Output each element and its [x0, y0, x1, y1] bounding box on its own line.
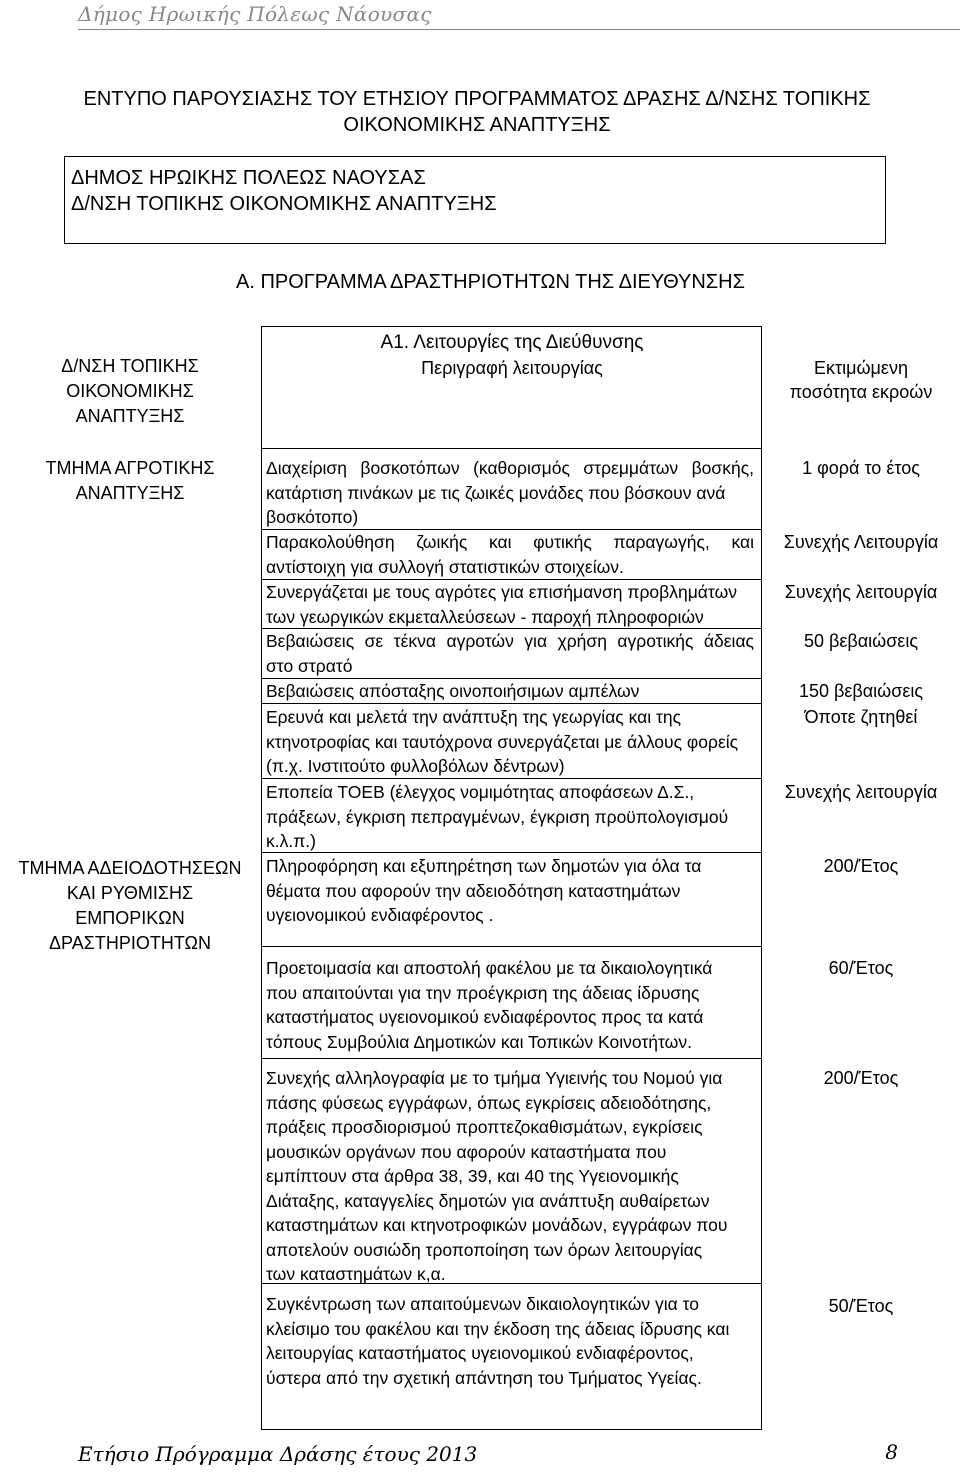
document-title: [66, 86, 888, 138]
output-heading-line-2: ποσότητα εκροών: [789, 382, 933, 402]
document-title-line-1: ΕΝΤΥΠΟ ΠΑΡΟΥΣΙΑΣΗΣ ΤΟΥ ΕΤΗΣΙΟΥ ΠΡΟΓΡΑΜΜΑΤΟΣ ΔΡΑΣΗΣ Δ/ΝΣΗΣ ΤΟΠΙΚΗΣ: [83, 88, 871, 110]
directorate-name: Δ/ΝΣΗ ΤΟΠΙΚΗΣ ΟΙΚΟΝΟΜΙΚΗΣ ΑΝΑΠΤΥΞΗΣ: [71, 193, 497, 215]
row-11-line-2: κλείσιμο του φακέλου και την έκδοση της άδειας ίδρυσης και: [266, 1318, 730, 1339]
left-column-header: [0, 354, 260, 429]
row-9-line-2: που απαιτούνται για την προέγκριση της άδειας ίδρυσης: [266, 982, 700, 1003]
row-separator: [261, 1058, 762, 1059]
output-row-5: 150 βεβαιώσεις: [798, 681, 924, 701]
output-row-11: 50/Έτος: [828, 1296, 894, 1316]
left-header-line-3: ΑΝΑΠΤΥΞΗΣ: [75, 406, 185, 426]
activity-row-2: [266, 530, 754, 579]
row-11-line-4: ύστερα από την σχετική απάντηση του Τμήματος Υγείας.: [266, 1367, 702, 1388]
activity-row-7: [266, 780, 754, 854]
department-agricultural: [0, 456, 260, 506]
row-2-line-2: αντίστοιχη για συλλογή στατιστικών στοιχείων.: [266, 556, 624, 577]
row-4-line-1: Βεβαιώσεις σε τέκνα αγροτών για χρήση αγροτικής άδειας: [266, 631, 754, 651]
row-5-line-1: Βεβαιώσεις απόσταξης οινοποιήσιμων αμπέλων: [266, 681, 640, 701]
activity-row-4: [266, 629, 754, 678]
row-11-line-1: Συγκέντρωση των απαιτούμενων δικαιολογητικών για το: [266, 1294, 700, 1314]
row-3-line-1: Συνεργάζεται με τους αγρότες για επισήμανση προβλημάτων: [266, 582, 737, 602]
activity-row-10: [266, 1066, 754, 1287]
row-11-line-3: λειτουργίας καταστήματος υγειονομικού ενδιαφέροντος,: [266, 1343, 694, 1363]
document-title-line-2: ΟΙΚΟΝΟΜΙΚΗΣ ΑΝΑΠΤΥΞΗΣ: [343, 114, 611, 136]
department-licensing: [0, 856, 260, 956]
table-divider-left: [261, 326, 262, 1430]
row-10-line-1: Συνεχής αλληλογραφία με το τμήμα Υγιεινής του Νομού για: [266, 1068, 723, 1088]
row-7-line-2: πράξεων, έγκριση πεπραγμένων, έγκριση προϋπολογισμού: [266, 806, 729, 827]
description-heading: Περιγραφή λειτουργίας: [421, 358, 603, 378]
section-heading: Α. ΠΡΟΓΡΑΜΜΑ ΔΡΑΣΤΗΡΙΟΤΗΤΩΝ ΤΗΣ ΔΙΕΥΘΥΝΣΗΣ: [236, 271, 745, 293]
row-8-line-1: Πληροφόρηση και εξυπηρέτηση των δημοτών για όλα τα: [266, 856, 702, 876]
table-top-border: [261, 326, 762, 327]
row-10-line-9: των καταστημάτων κ,α.: [266, 1264, 446, 1284]
row-7-line-1: Εποπεία ΤΟΕΒ (έλεγχος νομιμότητας αποφάσεων Δ.Σ.,: [266, 782, 695, 802]
output-row-4: 50 βεβαιώσεις: [803, 631, 919, 651]
row-1-line-1: Διαχείριση βοσκοτόπων (καθορισμός στρεμμάτων βοσκής,: [266, 458, 754, 478]
page-header-title: Δήμος Ηρωικής Πόλεως Νάουσας: [78, 2, 432, 26]
left-header-line-2: ΟΙΚΟΝΟΜΙΚΗΣ: [66, 381, 194, 401]
row-7-line-3: κ.λ.π.): [266, 831, 316, 851]
row-10-line-4: μουσικών οργάνων που αφορούν καταστήματα που: [266, 1141, 667, 1162]
left-header-line-1: Δ/ΝΣΗ ΤΟΠΙΚΗΣ: [61, 356, 199, 376]
row-10-line-3: πράξεις προσδιορισμού προπτεζοκαθισμάτων, εγκρίσεις: [266, 1117, 703, 1137]
department-licensing-line-2: ΚΑΙ ΡΥΘΜΙΣΗΣ: [66, 883, 194, 903]
row-3-line-2: των γεωργικών εκμεταλλεύσεων - παροχή πληροφοριών: [266, 606, 704, 627]
row-10-line-2: πάσης φύσεως εγγράφων, όπως εγκρίσεις αδειοδότησης,: [266, 1092, 712, 1113]
activity-row-6: [266, 705, 754, 779]
row-6-line-2: κτηνοτροφίας και ταυτόχρονα συνεργάζεται με άλλους φορείς: [266, 731, 739, 752]
footer-text: Ετήσιο Πρόγραμμα Δράσης έτους 2013: [78, 1442, 478, 1466]
department-licensing-line-4: ΔΡΑΣΤΗΡΙΟΤΗΤΩΝ: [49, 933, 211, 953]
output-row-1: 1 φορά το έτος: [802, 458, 920, 478]
row-10-line-5: εμπίπτουν στα άρθρα 38, 39, και 40 της Υγειονομικής: [266, 1166, 679, 1186]
row-separator: [261, 448, 762, 449]
department-agricultural-line-1: ΤΜΗΜΑ ΑΓΡΟΤΙΚΗΣ: [45, 458, 215, 478]
functions-heading: Α1. Λειτουργίες της Διεύθυνσης: [380, 332, 644, 353]
department-agricultural-line-2: ΑΝΑΠΤΥΞΗΣ: [75, 483, 185, 503]
output-heading-line-1: Εκτιμώμενη: [814, 358, 908, 378]
page-number: 8: [885, 1440, 898, 1464]
row-1-line-3: βοσκότοπο): [266, 507, 359, 527]
output-row-6: Όποτε ζητηθεί: [804, 707, 918, 727]
row-separator: [261, 946, 762, 947]
row-10-line-7: καταστημάτων και κτηνοτροφικών μονάδων, εγγράφων που: [266, 1215, 728, 1235]
row-8-line-2: θέματα που αφορούν την αδειοδότηση καταστημάτων: [266, 880, 681, 901]
row-8-line-3: υγειονομικού ενδιαφέροντος .: [266, 905, 494, 925]
output-row-10: 200/Έτος: [823, 1068, 899, 1088]
row-2-line-1: Παρακολούθηση ζωικής και φυτικής παραγωγής, και: [266, 532, 754, 552]
table-divider-right: [761, 326, 762, 1430]
activity-row-9: [266, 956, 754, 1054]
activity-row-1: [266, 456, 754, 530]
activity-row-3: [266, 580, 754, 629]
row-10-line-8: αποτελούν ουσιώδη τροποποίηση των όρων λειτουργίας: [266, 1239, 703, 1260]
output-row-9: 60/Έτος: [828, 958, 894, 978]
row-10-line-6: Διάταξης, καταγγελίες δημοτών για ανάπτυξη αυθαίρετων: [266, 1190, 710, 1211]
row-9-line-3: καταστήματος υγειονομικού ενδιαφέροντος προς τα κατά: [266, 1007, 704, 1027]
output-row-2: Συνεχής Λειτουργία: [783, 532, 939, 552]
row-4-line-2: στο στρατό: [266, 655, 353, 676]
output-row-3: Συνεχής λειτουργία: [784, 582, 938, 602]
activity-row-5: [266, 679, 754, 704]
output-row-8: 200/Έτος: [823, 856, 899, 876]
activity-row-8: [266, 854, 754, 928]
organization-name: ΔΗΜΟΣ ΗΡΩΙΚΗΣ ΠΟΛΕΩΣ ΝΑΟΥΣΑΣ: [71, 167, 426, 189]
organization-box: [64, 156, 886, 244]
header-rule: [78, 29, 960, 30]
activity-row-11: [266, 1292, 754, 1390]
output-heading: [762, 356, 960, 404]
table-bottom-border: [261, 1429, 762, 1430]
row-9-line-4: τόπους Συμβούλια Δημοτικών και Τοπικών Κοινοτήτων.: [266, 1031, 692, 1052]
row-6-line-3: (π.χ. Ινστιτούτο φυλλοβόλων δέντρων): [266, 756, 565, 776]
row-1-line-2: κατάρτιση πινάκων με τις ζωικές μονάδες που βόσκουν ανά: [266, 482, 726, 503]
row-9-line-1: Προετοιμασία και αποστολή φακέλου με τα δικαιολογητικά: [266, 958, 713, 978]
department-licensing-line-1: ΤΜΗΜΑ ΑΔΕΙΟΔΟΤΗΣΕΩΝ: [18, 858, 242, 878]
output-row-7: Συνεχής λειτουργία: [784, 782, 938, 802]
row-6-line-1: Ερευνά και μελετά την ανάπτυξη της γεωργίας και της: [266, 707, 682, 727]
department-licensing-line-3: ΕΜΠΟΡΙΚΩΝ: [75, 908, 185, 928]
